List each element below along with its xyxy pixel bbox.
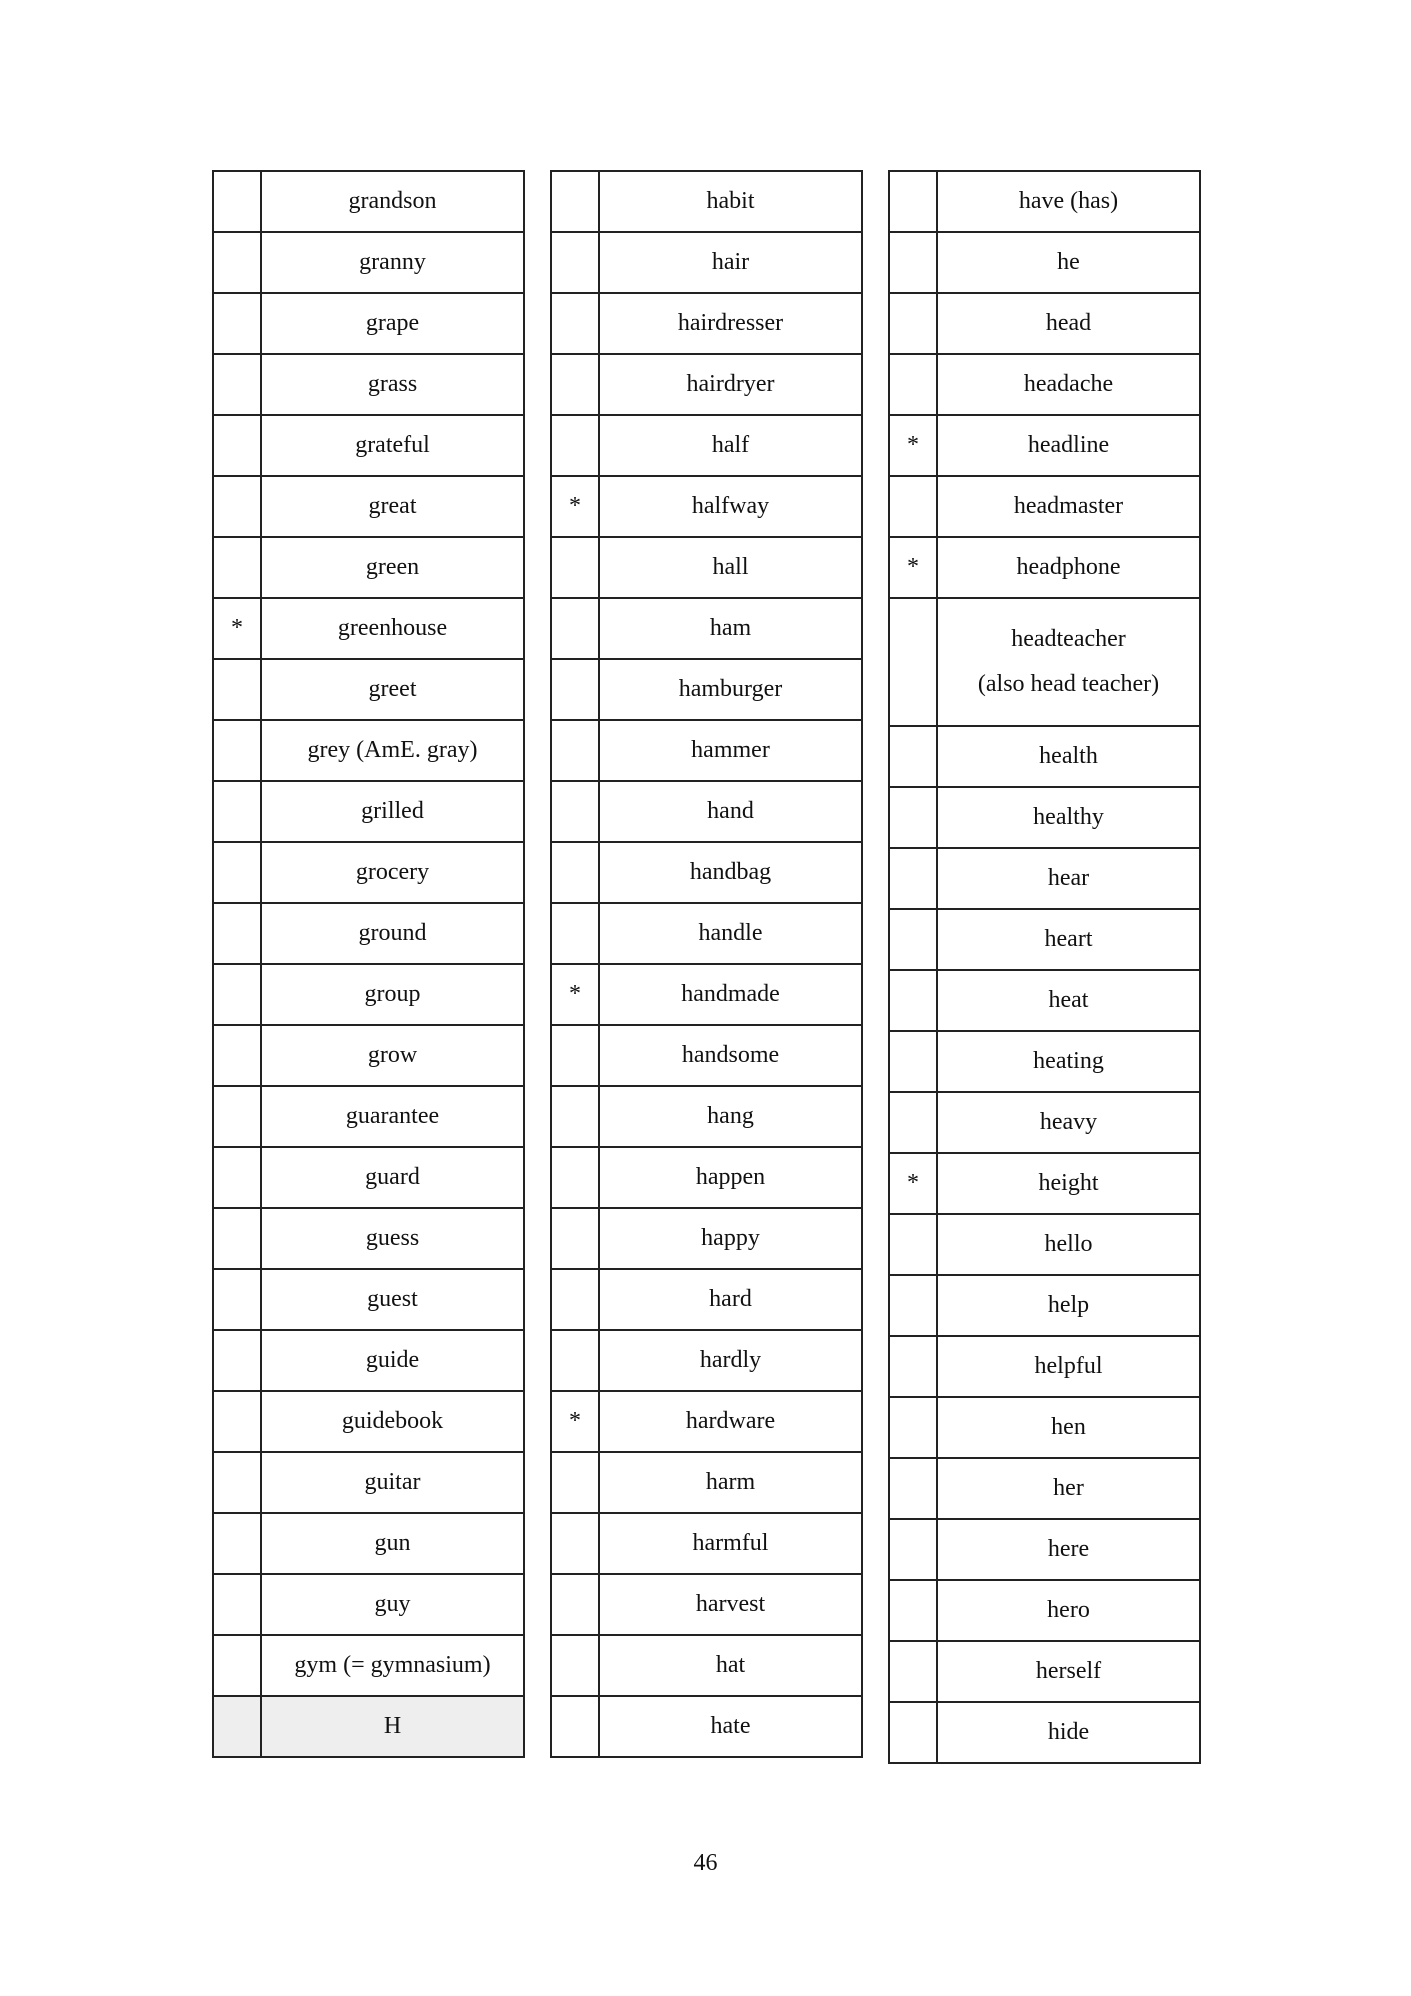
- vocab-column-2: [550, 170, 863, 1758]
- asterisk-mark: [889, 848, 937, 909]
- asterisk-mark: [213, 842, 261, 903]
- page-number: 46: [693, 1850, 718, 1876]
- vocab-word: hall: [599, 537, 862, 598]
- vocab-row: [551, 842, 862, 903]
- vocab-row: [213, 720, 524, 781]
- asterisk-mark: [889, 1641, 937, 1702]
- vocab-row: [213, 1452, 524, 1513]
- vocab-word: height: [937, 1153, 1200, 1214]
- vocab-word: grey (AmE. gray): [261, 720, 524, 781]
- vocab-word: hen: [937, 1397, 1200, 1458]
- vocab-word: grandson: [261, 171, 524, 232]
- asterisk-mark: [213, 293, 261, 354]
- vocab-word: harmful: [599, 1513, 862, 1574]
- vocab-row: [213, 781, 524, 842]
- vocab-row: [213, 1025, 524, 1086]
- vocab-row: [889, 787, 1200, 848]
- vocab-word: here: [937, 1519, 1200, 1580]
- asterisk-mark: [551, 232, 599, 293]
- vocab-row: [551, 781, 862, 842]
- vocab-row: [213, 354, 524, 415]
- vocab-word: half: [599, 415, 862, 476]
- vocab-row: [889, 848, 1200, 909]
- asterisk-mark: [551, 659, 599, 720]
- vocab-word: greet: [261, 659, 524, 720]
- vocab-row: [551, 1086, 862, 1147]
- vocab-row: [551, 1147, 862, 1208]
- vocab-row: [213, 1086, 524, 1147]
- asterisk-mark: [213, 476, 261, 537]
- asterisk-mark: [551, 781, 599, 842]
- vocab-word: grilled: [261, 781, 524, 842]
- asterisk-mark: [213, 903, 261, 964]
- asterisk-mark: [551, 1574, 599, 1635]
- vocab-word: grass: [261, 354, 524, 415]
- vocab-row: [551, 1391, 862, 1452]
- vocab-row: [213, 476, 524, 537]
- asterisk-mark: *: [551, 964, 599, 1025]
- vocab-word: hat: [599, 1635, 862, 1696]
- vocab-word: guitar: [261, 1452, 524, 1513]
- asterisk-mark: [551, 598, 599, 659]
- vocab-word: heating: [937, 1031, 1200, 1092]
- vocab-word: hammer: [599, 720, 862, 781]
- asterisk-mark: [889, 476, 937, 537]
- asterisk-mark: [551, 415, 599, 476]
- vocab-word: grape: [261, 293, 524, 354]
- asterisk-mark: [889, 1580, 937, 1641]
- vocab-row: [889, 232, 1200, 293]
- vocab-word: gun: [261, 1513, 524, 1574]
- vocab-word: happen: [599, 1147, 862, 1208]
- vocab-word: gym (= gymnasium): [261, 1635, 524, 1696]
- vocab-row: [889, 1397, 1200, 1458]
- vocab-word: habit: [599, 171, 862, 232]
- asterisk-mark: [213, 171, 261, 232]
- asterisk-mark: [889, 1092, 937, 1153]
- vocab-row: [889, 726, 1200, 787]
- vocab-word: happy: [599, 1208, 862, 1269]
- vocab-row: [889, 1458, 1200, 1519]
- asterisk-mark: [213, 1452, 261, 1513]
- asterisk-mark: [551, 1696, 599, 1757]
- asterisk-mark: [213, 1513, 261, 1574]
- vocab-word: hairdresser: [599, 293, 862, 354]
- vocab-row: [889, 1092, 1200, 1153]
- vocab-row: [213, 1391, 524, 1452]
- asterisk-mark: [213, 1574, 261, 1635]
- vocab-word: hamburger: [599, 659, 862, 720]
- asterisk-mark: [213, 659, 261, 720]
- vocab-word: green: [261, 537, 524, 598]
- asterisk-mark: [889, 232, 937, 293]
- vocab-word: hang: [599, 1086, 862, 1147]
- vocab-row: [889, 598, 1200, 726]
- asterisk-mark: [213, 720, 261, 781]
- vocab-word: hello: [937, 1214, 1200, 1275]
- vocab-word: healthy: [937, 787, 1200, 848]
- vocab-row: [889, 415, 1200, 476]
- vocab-row: [213, 659, 524, 720]
- asterisk-mark: [889, 1458, 937, 1519]
- asterisk-mark: [551, 537, 599, 598]
- vocab-word: ham: [599, 598, 862, 659]
- asterisk-mark: [889, 1031, 937, 1092]
- asterisk-mark: [551, 842, 599, 903]
- vocab-row: [551, 171, 862, 232]
- vocab-row: [551, 1330, 862, 1391]
- asterisk-mark: [213, 1147, 261, 1208]
- vocab-row: [889, 171, 1200, 232]
- vocab-row: [889, 354, 1200, 415]
- vocab-row: [213, 1208, 524, 1269]
- vocab-row: [551, 720, 862, 781]
- vocab-word: headline: [937, 415, 1200, 476]
- vocab-row: [889, 909, 1200, 970]
- asterisk-mark: [889, 354, 937, 415]
- vocab-row: [889, 1519, 1200, 1580]
- asterisk-mark: *: [551, 1391, 599, 1452]
- vocab-word: harm: [599, 1452, 862, 1513]
- vocab-row: [213, 1147, 524, 1208]
- asterisk-mark: [213, 232, 261, 293]
- vocab-word: headmaster: [937, 476, 1200, 537]
- vocab-row: [889, 1214, 1200, 1275]
- vocab-word: heavy: [937, 1092, 1200, 1153]
- vocab-word: grateful: [261, 415, 524, 476]
- vocab-word: group: [261, 964, 524, 1025]
- vocab-word: grow: [261, 1025, 524, 1086]
- asterisk-mark: [889, 1214, 937, 1275]
- vocab-row: [213, 1269, 524, 1330]
- asterisk-mark: [213, 1208, 261, 1269]
- vocab-row: [889, 1702, 1200, 1763]
- asterisk-mark: [551, 1086, 599, 1147]
- asterisk-mark: [213, 1391, 261, 1452]
- vocab-row: [551, 293, 862, 354]
- asterisk-mark: [551, 1513, 599, 1574]
- asterisk-mark: *: [551, 476, 599, 537]
- vocab-row: [213, 1513, 524, 1574]
- vocab-word: halfway: [599, 476, 862, 537]
- vocab-word: he: [937, 232, 1200, 293]
- asterisk-mark: [213, 781, 261, 842]
- vocab-row: [551, 1025, 862, 1086]
- vocab-word: hard: [599, 1269, 862, 1330]
- vocab-word: [937, 598, 1200, 726]
- vocab-word: hate: [599, 1696, 862, 1757]
- vocab-word: have (has): [937, 171, 1200, 232]
- vocab-row: [213, 171, 524, 232]
- vocab-word: guard: [261, 1147, 524, 1208]
- vocab-row: [889, 476, 1200, 537]
- vocab-row: [889, 537, 1200, 598]
- asterisk-mark: [889, 726, 937, 787]
- asterisk-mark: [889, 293, 937, 354]
- vocab-row: [551, 659, 862, 720]
- section-header-row: [213, 1696, 524, 1757]
- asterisk-mark: [889, 970, 937, 1031]
- asterisk-mark: [889, 909, 937, 970]
- asterisk-mark: [551, 1330, 599, 1391]
- vocab-word: headache: [937, 354, 1200, 415]
- vocab-column-1: [212, 170, 525, 1758]
- asterisk-mark: *: [889, 415, 937, 476]
- vocab-word-line: headteacher: [1011, 626, 1126, 652]
- vocab-row: [213, 964, 524, 1025]
- vocab-row: [551, 476, 862, 537]
- vocab-word: handsome: [599, 1025, 862, 1086]
- vocab-row: [213, 293, 524, 354]
- vocab-word: heat: [937, 970, 1200, 1031]
- asterisk-mark: [551, 1269, 599, 1330]
- asterisk-mark: [551, 903, 599, 964]
- vocab-word: guide: [261, 1330, 524, 1391]
- vocab-word: hairdryer: [599, 354, 862, 415]
- asterisk-mark: [889, 1336, 937, 1397]
- vocab-word: help: [937, 1275, 1200, 1336]
- vocab-row: [551, 1696, 862, 1757]
- asterisk-mark: [213, 1269, 261, 1330]
- asterisk-mark: [889, 1397, 937, 1458]
- vocab-row: [213, 842, 524, 903]
- vocab-row: [551, 232, 862, 293]
- vocab-word: hair: [599, 232, 862, 293]
- vocab-row: [551, 964, 862, 1025]
- vocab-row: [213, 415, 524, 476]
- vocab-word: guidebook: [261, 1391, 524, 1452]
- vocab-row: [889, 1336, 1200, 1397]
- vocab-row: [551, 537, 862, 598]
- vocab-word: ground: [261, 903, 524, 964]
- vocab-row: [213, 537, 524, 598]
- vocab-column-3: [888, 170, 1201, 1764]
- vocab-word: greenhouse: [261, 598, 524, 659]
- asterisk-mark: [889, 598, 937, 726]
- vocab-row: [889, 1031, 1200, 1092]
- vocab-table-1: [212, 170, 525, 1758]
- vocab-word: hand: [599, 781, 862, 842]
- vocab-row: [213, 232, 524, 293]
- vocab-row: [551, 1513, 862, 1574]
- vocab-word: hear: [937, 848, 1200, 909]
- vocab-word: hero: [937, 1580, 1200, 1641]
- vocab-word: helpful: [937, 1336, 1200, 1397]
- vocab-word: hardware: [599, 1391, 862, 1452]
- vocab-row: [889, 1641, 1200, 1702]
- asterisk-mark: [889, 1275, 937, 1336]
- vocab-row: [889, 1275, 1200, 1336]
- vocab-row: [551, 354, 862, 415]
- asterisk-mark: [551, 1208, 599, 1269]
- asterisk-mark: [889, 1702, 937, 1763]
- asterisk-mark: [551, 293, 599, 354]
- vocab-word: her: [937, 1458, 1200, 1519]
- asterisk-mark: *: [889, 537, 937, 598]
- vocab-word: grocery: [261, 842, 524, 903]
- vocab-word: head: [937, 293, 1200, 354]
- asterisk-mark: *: [213, 598, 261, 659]
- asterisk-mark: [213, 1086, 261, 1147]
- vocab-row: [551, 1574, 862, 1635]
- vocab-row: [213, 1574, 524, 1635]
- asterisk-mark: [551, 1025, 599, 1086]
- vocab-word: guy: [261, 1574, 524, 1635]
- vocab-row: [551, 1208, 862, 1269]
- vocab-row: [551, 903, 862, 964]
- vocab-word: handmade: [599, 964, 862, 1025]
- vocab-row: [551, 415, 862, 476]
- asterisk-mark: [213, 354, 261, 415]
- vocab-word: guess: [261, 1208, 524, 1269]
- asterisk-mark: [889, 787, 937, 848]
- asterisk-mark: [213, 415, 261, 476]
- vocab-row: [889, 293, 1200, 354]
- vocab-row: [213, 903, 524, 964]
- asterisk-mark: [551, 354, 599, 415]
- vocab-table-2: [550, 170, 863, 1758]
- vocab-row: [213, 1330, 524, 1391]
- asterisk-mark: *: [889, 1153, 937, 1214]
- vocab-word: guarantee: [261, 1086, 524, 1147]
- vocab-word: handle: [599, 903, 862, 964]
- asterisk-mark: [551, 171, 599, 232]
- vocab-word-note: (also head teacher): [977, 671, 1160, 697]
- asterisk-mark: [551, 1635, 599, 1696]
- vocab-row: [889, 1153, 1200, 1214]
- vocab-row: [551, 1452, 862, 1513]
- vocab-word: granny: [261, 232, 524, 293]
- vocab-word: heart: [937, 909, 1200, 970]
- vocab-row: [889, 970, 1200, 1031]
- vocab-word: health: [937, 726, 1200, 787]
- section-letter: H: [261, 1696, 524, 1757]
- vocab-table-3: [888, 170, 1201, 1764]
- asterisk-mark: [551, 1452, 599, 1513]
- asterisk-mark: [213, 537, 261, 598]
- vocab-row: [551, 1635, 862, 1696]
- vocab-word: headphone: [937, 537, 1200, 598]
- asterisk-mark: [889, 1519, 937, 1580]
- vocab-word: handbag: [599, 842, 862, 903]
- vocab-row: [213, 1635, 524, 1696]
- vocab-word: harvest: [599, 1574, 862, 1635]
- vocab-word: great: [261, 476, 524, 537]
- vocab-word: hide: [937, 1702, 1200, 1763]
- vocab-row: [889, 1580, 1200, 1641]
- asterisk-mark: [213, 1025, 261, 1086]
- asterisk-mark: [213, 1330, 261, 1391]
- asterisk-mark: [551, 1147, 599, 1208]
- asterisk-mark: [889, 171, 937, 232]
- vocab-row: [551, 598, 862, 659]
- asterisk-mark: [213, 1696, 261, 1757]
- vocab-word: hardly: [599, 1330, 862, 1391]
- asterisk-mark: [213, 1635, 261, 1696]
- asterisk-mark: [551, 720, 599, 781]
- asterisk-mark: [213, 964, 261, 1025]
- vocab-row: [551, 1269, 862, 1330]
- vocab-word: guest: [261, 1269, 524, 1330]
- vocab-word: herself: [937, 1641, 1200, 1702]
- vocab-row: [213, 598, 524, 659]
